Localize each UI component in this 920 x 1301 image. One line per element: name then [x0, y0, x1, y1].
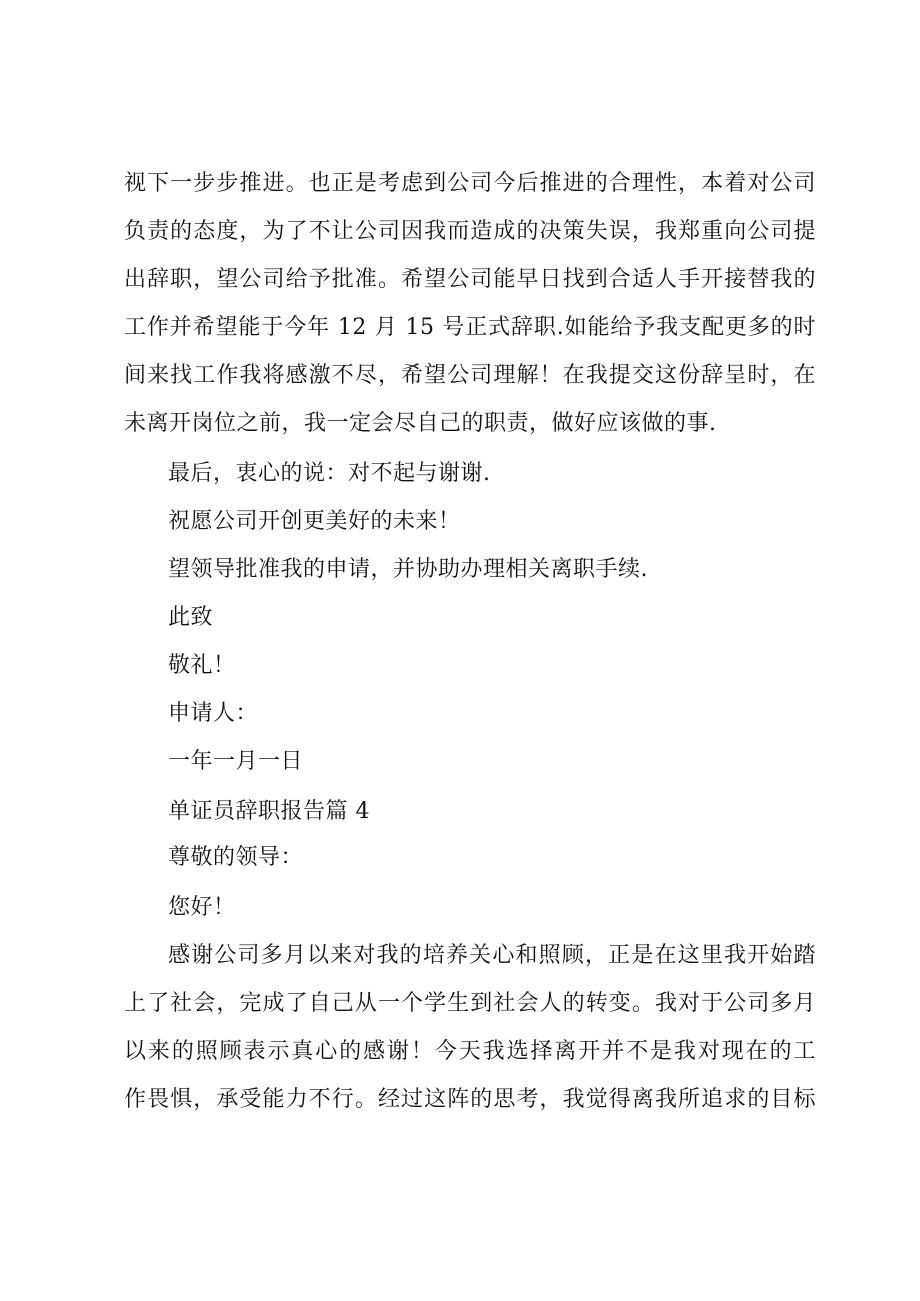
section-title: 单证员辞职报告篇 4 — [168, 799, 370, 824]
paragraph-line-6: 未离开岗位之前，我一定会尽自己的职责，做好应该做的事. — [124, 411, 717, 436]
paragraph-line-5: 间来找工作我将感激不尽，希望公司理解！在我提交这份辞呈时，在 — [124, 363, 816, 388]
greeting-leader: 尊敬的领导： — [168, 845, 304, 870]
paragraph-line-1: 视下一步步推进。也正是考虑到公司今后推进的合理性，本着对公司 — [124, 171, 816, 196]
paragraph2-line-3: 以来的照顾表示真心的感谢！今天我选择离开并不是我对现在的工 — [124, 1039, 816, 1064]
paragraph-line-4: 工作并希望能于今年 12 月 15 号正式辞职.如能给予我支配更多的时 — [124, 315, 816, 340]
date-line: 一年一月一日 — [168, 749, 304, 774]
paragraph-line-2: 负责的态度，为了不让公司因我而造成的决策失误，我郑重向公司提 — [124, 219, 816, 244]
paragraph-line-3: 出辞职，望公司给予批准。希望公司能早日找到合适人手开接替我的 — [124, 267, 816, 292]
paragraph2-line-4: 作畏惧，承受能力不行。经过这阵的思考，我觉得离我所追求的目标 — [124, 1087, 816, 1112]
closing-wish: 祝愿公司开创更美好的未来！ — [168, 509, 461, 534]
closing-thanks: 最后，衷心的说：对不起与谢谢. — [168, 461, 491, 486]
applicant-label: 申请人： — [168, 701, 259, 726]
paragraph2-line-1: 感谢公司多月以来对我的培养关心和照顾，正是在这里我开始踏 — [168, 943, 816, 968]
salutation-cizhi: 此致 — [168, 605, 214, 630]
salutation-jingli: 敬礼！ — [168, 653, 236, 678]
greeting-hello: 您好！ — [168, 895, 236, 920]
closing-request: 望领导批准我的申请，并协助办理相关离职手续. — [168, 557, 648, 582]
paragraph2-line-2: 上了社会，完成了自己从一个学生到社会人的转变。我对于公司多月 — [124, 991, 816, 1016]
